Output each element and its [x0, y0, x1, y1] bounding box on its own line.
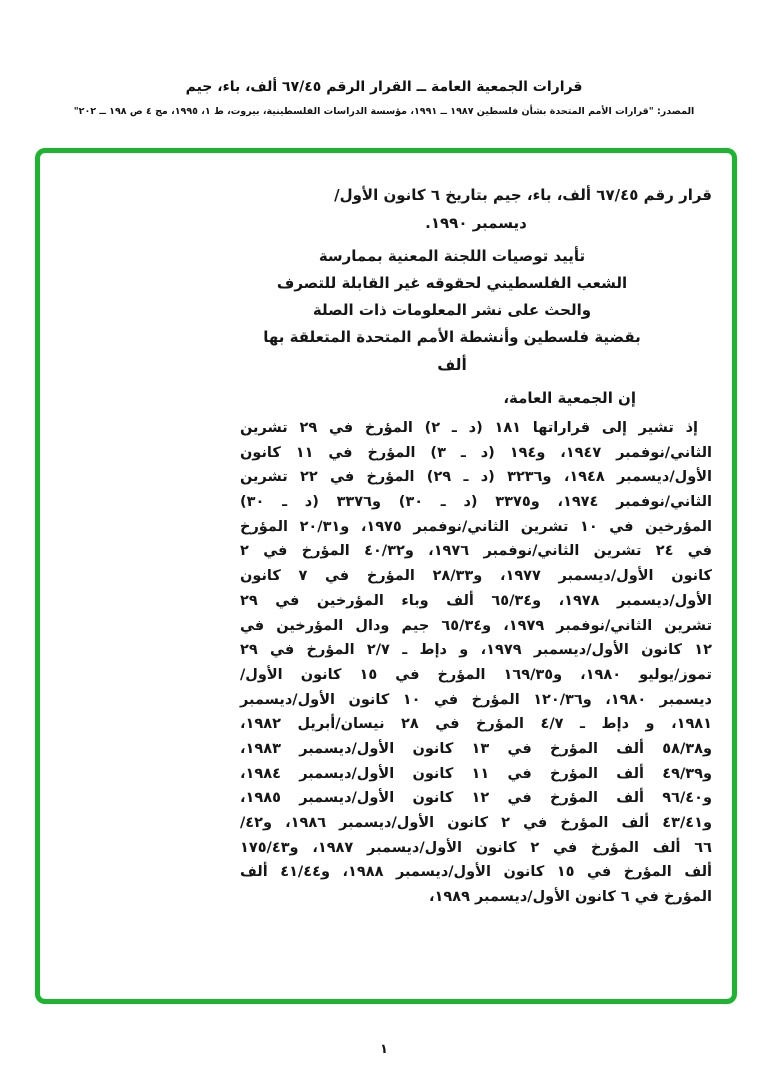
- body-line: ١٩٨١، و دإط ـ ٤/٧ المؤرخ في ٢٨ نيسان/أبريل ١٩٨٢،: [240, 716, 713, 733]
- body-line: في ٢٤ تشرين الثاني/نوفمبر ١٩٧٦، و٤٠/٣٢ المؤرخ في ٢: [240, 543, 712, 560]
- body-line: ألف المؤرخ في ١٥ كانون الأول/ديسمبر ١٩٨٨، و٤١/٤٤ ألف: [240, 864, 712, 881]
- body-line: إذ تشير إلى قراراتها ١٨١ (د ـ ٢) المؤرخ في ٢٩ تشرين: [240, 420, 699, 436]
- resolution-title-block: [216, 243, 688, 351]
- resolution-title-line: بقضية فلسطين وأنشطة الأمم المتحدة المتعلقة بها: [263, 328, 641, 346]
- body-line: المؤرخين في ١٠ تشرين الثاني/نوفمبر ١٩٧٥، و٢٠/٣١ المؤرخ: [240, 518, 712, 535]
- document-header-title: قرارات الجمعية العامة ــ القرار الرقم ٦٧/٤٥ ألف، باء، جيم: [185, 79, 583, 95]
- section-marker-alif: ألف: [437, 356, 467, 374]
- resolution-title-line: تأييد توصيات اللجنة المعنية بممارسة: [318, 247, 586, 265]
- general-assembly-salutation: إن الجمعية العامة،: [503, 389, 636, 407]
- body-line: المؤرخ في ٦ كانون الأول/ديسمبر ١٩٨٩،: [429, 889, 712, 906]
- resolution-title-line: والحث على نشر المعلومات ذات الصلة: [312, 301, 592, 319]
- body-line: و٥٨/٣٨ ألف المؤرخ في ١٣ كانون الأول/ديسمبر ١٩٨٣،: [240, 740, 712, 757]
- body-line: الأول/ديسمبر ١٩٤٨، و٣٢٣٦ (د ـ ٢٩) المؤرخ في ٢٢ تشرين: [240, 469, 712, 486]
- body-line: الأول/ديسمبر ١٩٧٨، و٦٥/٣٤ ألف وباء المؤرخين في ٢٩: [240, 592, 712, 609]
- resolution-title-line: الشعب الفلسطيني لحقوقه غير القابلة للتصرف: [276, 274, 628, 292]
- body-line: تموز/يوليو ١٩٨٠، و١٦٩/٣٥ المؤرخ في ١٥ كانون الأول/: [240, 666, 712, 683]
- body-line: كانون الأول/ديسمبر ١٩٧٧، و٢٨/٣٣ المؤرخ في ٧ كانون: [240, 568, 712, 585]
- resolution-date-heading-line-1: قرار رقم ٦٧/٤٥ ألف، باء، جيم بتاريخ ٦ كانون الأول/: [334, 186, 712, 204]
- body-line: و٤٩/٣٩ ألف المؤرخ في ١١ كانون الأول/ديسمبر ١٩٨٤،: [240, 765, 712, 782]
- body-line: الثاني/نوفمبر ١٩٤٧، و١٩٤ (د ـ ٣) المؤرخ في ١١ كانون: [240, 444, 712, 461]
- body-line: تشرين الثاني/نوفمبر ١٩٧٩، و٦٥/٣٤ جيم ودال المؤرخين في: [240, 617, 713, 634]
- document-source-citation: المصدر: "قرارات الأمم المتحدة بشأن فلسطين ١٩٨٧ ــ ١٩٩١، مؤسسة الدراسات الفلسطينية، بيروت، ط ١، ١٩٩٥، مج ٤ ص ١٩٨ ــ ٢٠٢": [73, 106, 695, 117]
- body-line: ٦٦ ألف المؤرخ في ٢ كانون الأول/ديسمبر ١٩٨٧، و١٧٥/٤٣: [240, 839, 712, 856]
- body-line: و٤٣/٤١ ألف المؤرخ في ٢ كانون الأول/ديسمبر ١٩٨٦، و٤٢/: [240, 815, 713, 831]
- body-line: و٩٦/٤٠ ألف المؤرخ في ١٢ كانون الأول/ديسمبر ١٩٨٥،: [240, 790, 712, 807]
- body-line: ١٢ كانون الأول/ديسمبر ١٩٧٩، و دإط ـ ٢/٧ المؤرخ في ٢٩: [240, 642, 712, 659]
- resolution-date-heading-line-2: ديسمبر ١٩٩٠.: [425, 214, 527, 232]
- resolution-preamble: [240, 416, 712, 910]
- page-number: ١: [380, 1042, 388, 1057]
- body-line: ديسمبر ١٩٨٠، و١٢٠/٣٦ المؤرخ في ١٠ كانون الأول/ديسمبر: [240, 691, 712, 708]
- body-line: الثاني/نوفمبر ١٩٧٤، و٣٣٧٥ (د ـ ٣٠) و٣٣٧٦ (د ـ ٣٠): [240, 494, 712, 511]
